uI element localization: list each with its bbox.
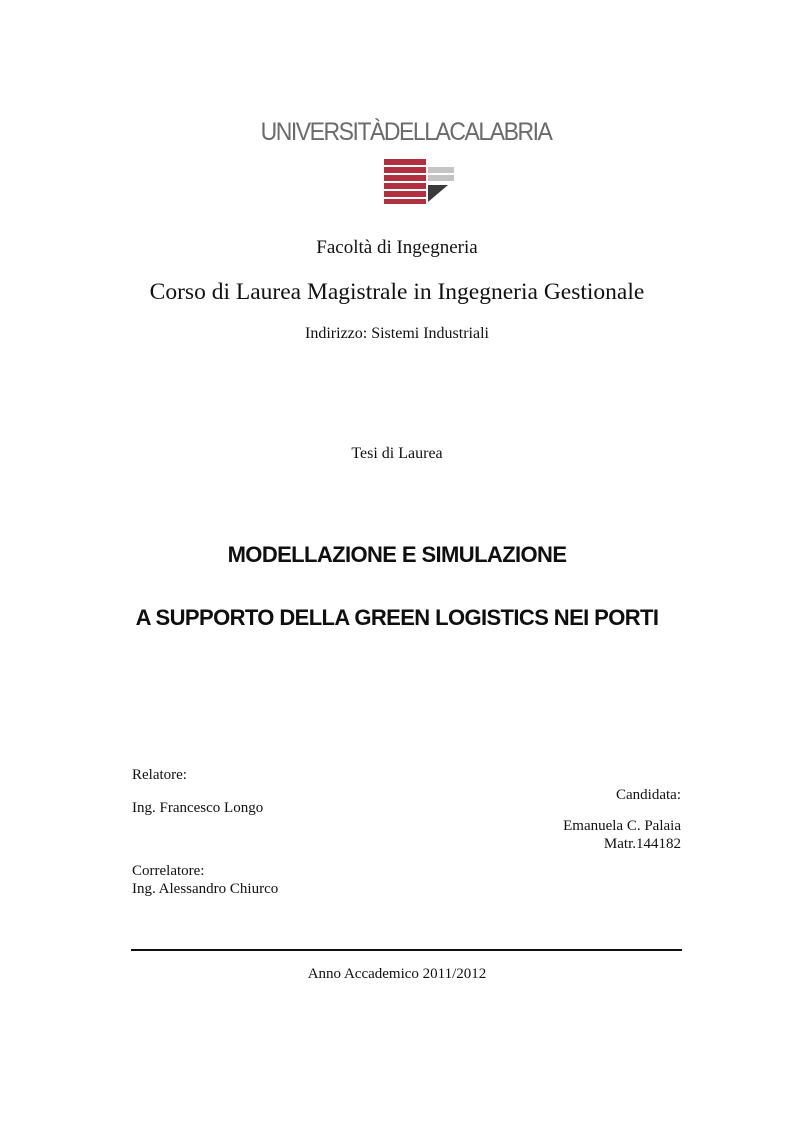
emblem-corner-fold bbox=[428, 185, 448, 202]
advisor-name: Ing. Francesco Longo bbox=[132, 800, 264, 816]
academic-year: Anno Accademico 2011/2012 bbox=[307, 966, 487, 982]
emblem-gray-bars bbox=[428, 167, 454, 181]
coadvisor-label: Correlatore: bbox=[132, 863, 205, 879]
university-logo: UNIVERSITÀDELLACALABRIA bbox=[260, 118, 552, 146]
degree-course: Corso di Laurea Magistrale in Ingegneria Gestionale bbox=[149, 279, 645, 305]
faculty-name: Facoltà di Ingegneria bbox=[316, 237, 478, 258]
candidate-id: Matr.144182 bbox=[603, 836, 681, 852]
footer-divider bbox=[131, 949, 682, 951]
candidate-name: Emanuela C. Palaia bbox=[563, 818, 681, 834]
thesis-title-line-1: MODELLAZIONE E SIMULAZIONE bbox=[227, 542, 567, 567]
thesis-type: Tesi di Laurea bbox=[351, 445, 443, 462]
candidate-label: Candidata: bbox=[616, 787, 681, 803]
advisor-label: Relatore: bbox=[132, 767, 187, 783]
university-emblem-icon bbox=[384, 157, 456, 205]
thesis-title-line-2: A SUPPORTO DELLA GREEN LOGISTICS NEI PORTI bbox=[135, 605, 659, 630]
curriculum: Indirizzo: Sistemi Industriali bbox=[305, 325, 489, 342]
emblem-red-bars bbox=[384, 159, 426, 204]
coadvisor-name: Ing. Alessandro Chiurco bbox=[132, 881, 279, 897]
